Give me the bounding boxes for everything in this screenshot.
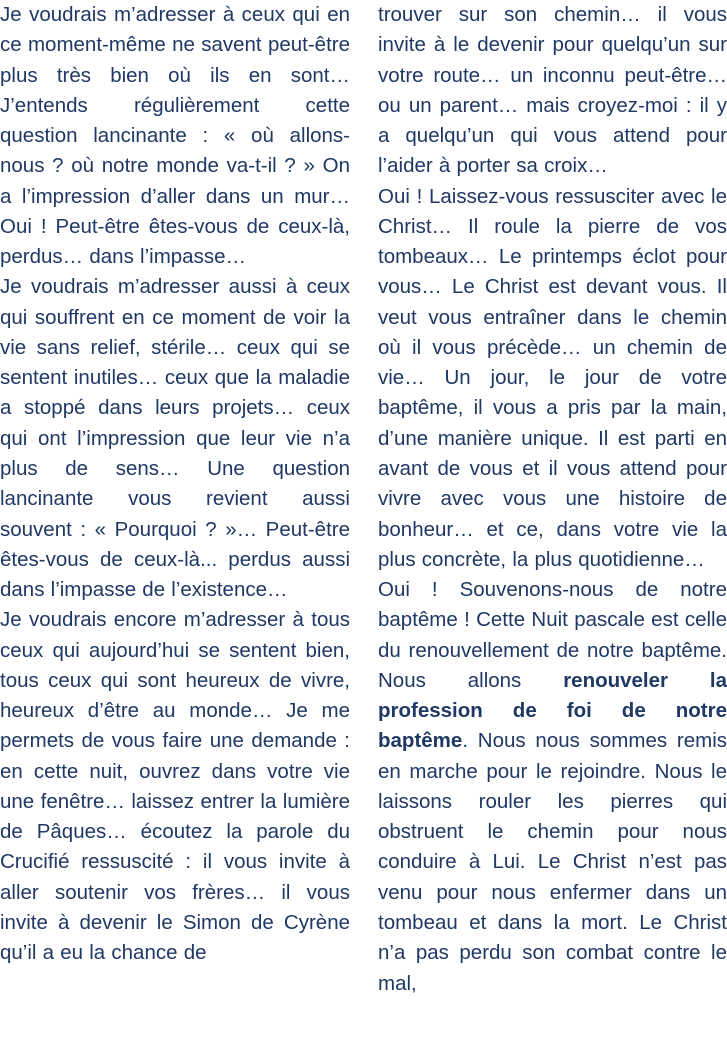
text-column-left [0, 0, 350, 1059]
paragraph-resurrection: Oui ! Laissez-vous ressusciter avec le Christ… Il roule la pierre de vos tombeaux… Le printemps éclot pour vous… Le Christ est devant vous. Il veut vous entraîner dans le chemin où il vous précède… un chemin de vie… Un jour, le jour de votre baptême, il vous a pris par la main, d’une manière unique. Il est parti en avant de vous et il vous attend pour vivre avec vous une histoire de bonheur… et ce, dans votre vie la plus concrète, la plus quotidienne… [378, 184, 727, 571]
paragraph-baptism-bold-text: renouveler la profession de foi de notre baptême [378, 668, 727, 753]
paragraph-address-happy-start: Je voudrais encore m’adresser à tous ceux qui aujourd’hui se sentent bien, tous ceux qui sont heureux de vivre, heureux d’être au monde… Je me permets de vous faire une demande : en cette nuit, ouvrez dans votre vie une fenêtre… laissez entrer la lumière de Pâques… écoutez la parole du Crucifié ressuscité : il vous invite à aller soutenir vos frères… il vous invite à devenir le Simon de Cyrène qu’il a eu la chance de [0, 608, 350, 965]
text-column-right [378, 0, 727, 1059]
paragraph-address-lost: Je voudrais m’adresser à ceux qui en ce moment-même ne savent peut-être plus très bien où ils en sont… J’entends régulièrement cette question lancinante : « où allons-nous ? où notre monde va-t-il ? » On a l’impression d’aller dans un mur… Oui ! Peut-être êtes-vous de ceux-là, perdus… dans l’impasse… [0, 3, 350, 269]
paragraph-baptism [378, 575, 727, 999]
paragraph-address-suffering: Je voudrais m’adresser aussi à ceux qui souffrent en ce moment de voir la vie sans relief, stérile… ceux qui se sentent inutiles… ceux que la maladie a stoppé dans leurs projets… ceux qui ont l’impression que leur vie n’a plus de sens… Une question lancinante vous revient aussi souvent : « Pourquoi ? »… Peut-être êtes-vous de ceux-là... perdus aussi dans l’impasse de l’existence… [0, 275, 350, 602]
paragraph-baptism-text-before: Oui ! Souvenons-nous de notre baptême ! Cette Nuit pascale est celle du renouvellement de notre baptême. Nous allons [378, 578, 727, 692]
paragraph-baptism-text-after: . Nous nous sommes remis en marche pour le rejoindre. Nous le laissons rouler les pierres qui obstruent le chemin pour nous conduire à Lui. Le Christ n’est pas venu pour nous enfermer dans un tombeau et dans la mort. Le Christ n’a pas perdu son combat contre le mal, [378, 729, 727, 995]
paragraph-address-happy-end: trouver sur son chemin… il vous invite à le devenir pour quelqu’un sur votre route… un inconnu peut-être… ou un parent… mais croyez-moi : il y a quelqu’un qui vous attend pour l’aider à porter sa croix… [378, 3, 727, 178]
